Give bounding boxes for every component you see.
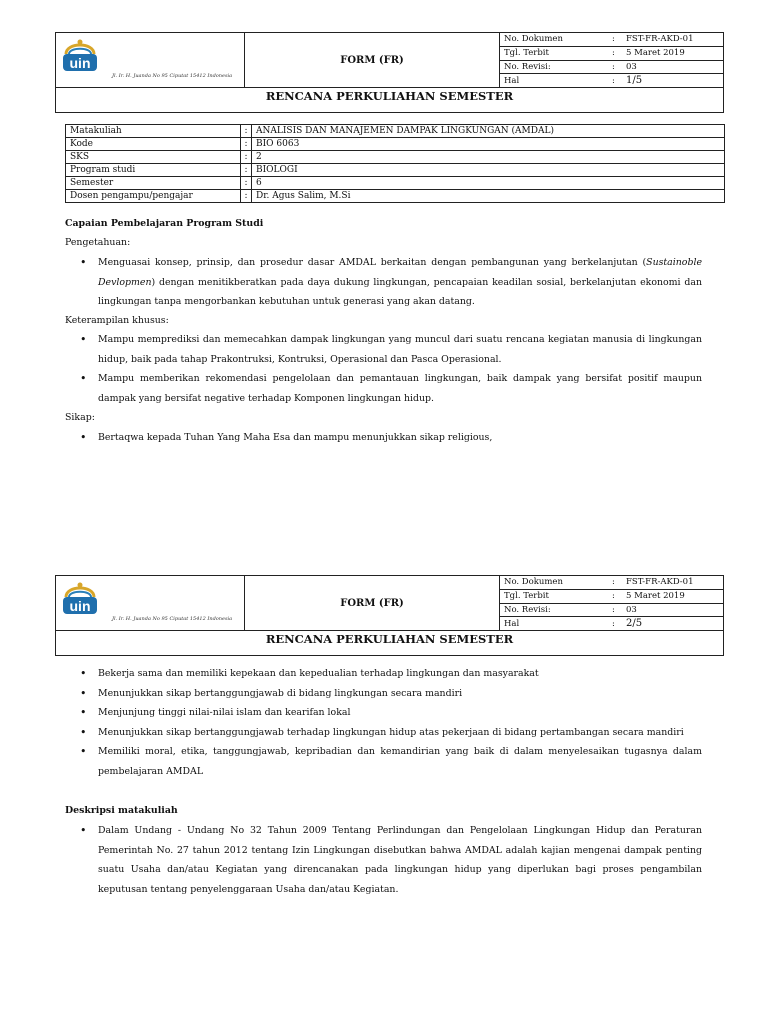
list-item: • Bertaqwa kepada Tuhan Yang Maha Esa dan mampu menunjukkan sikap religious, (65, 428, 702, 448)
meta-row-issue-date: Tgl. Terbit : 5 Maret 2019 (500, 590, 723, 604)
address: Jl. Ir. H. Juanda No 95 Ciputat 15412 Indonesia (112, 616, 233, 622)
keterampilan-label: Keterampilan khusus: (65, 315, 169, 326)
list-item: • Menjunjung tinggi nilai-nilai islam dan kearifan lokal (65, 703, 702, 723)
list-item: • Memiliki moral, etika, tanggungjawab, kepribadian dan kemandirian yang baik di dalam menyelesaikan tugasnya dalam pembelajaran AMDAL (65, 742, 702, 781)
list-item: • Menunjukkan sikap bertanggungjawab di bidang lingkungan secara mandiri (65, 684, 702, 704)
sikap-list-page-1 (65, 428, 702, 448)
list-item: • Mampu memprediksi dan memecahkan dampak lingkungan yang muncul dari suatu rencana kegiatan manusia di lingkungan hidup, baik pada tahap Prakontruksi, Kontruksi, Operasional dan Pasca Operasional. (65, 330, 702, 369)
list-item: • Mampu memberikan rekomendasi pengelolaan dan pemantauan lingkungan, baik dampak yang bersifat positif maupun dampak yang bersifat negative terhadap Komponen lingkungan hidup. (65, 369, 702, 408)
address: Jl. Ir. H. Juanda No 95 Ciputat 15412 Indonesia (112, 73, 233, 79)
meta-row-issue-date: Tgl. Terbit : 5 Maret 2019 (500, 47, 723, 61)
logo-text: uin (69, 598, 91, 614)
list-item: • Dalam Undang - Undang No 32 Tahun 2009 Tentang Perlindungan dan Pengelolaan Lingkungan Hidup dan Peraturan Pemerintah No. 27 tahun 2012 tentang Izin Lingkungan disebutkan bahwa AMDAL adalah kajian mengenai dampak penting suatu Usaha dan/atau Kegiatan yang direncanakan pada lingkungan hidup yang diperlukan bagi proses pengambilan keputusan tentang penyelenggaraan Usaha dan/atau Kegiatan. (65, 821, 702, 899)
logo-cell (56, 33, 245, 87)
form-label: FORM (FR) (245, 576, 500, 630)
table-row: Dosen pengampu/pengajar : Dr. Agus Salim, M.Si (66, 190, 725, 203)
pengetahuan-label: Pengetahuan: (65, 237, 131, 248)
meta-row-doc-number: No. Dokumen : FST-FR-AKD-01 (500, 33, 723, 47)
document-header-page-2 (55, 575, 724, 656)
document-header-page-1 (55, 32, 724, 113)
table-row: Program studi : BIOLOGI (66, 164, 725, 177)
cpl-heading: Capaian Pembelajaran Program Studi (65, 218, 264, 229)
pengetahuan-list (65, 253, 702, 312)
table-row: Matakuliah : ANALISIS DAN MANAJEMEN DAMPAK LINGKUNGAN (AMDAL) (66, 125, 725, 138)
list-item: • Menunjukkan sikap bertanggungjawab terhadap lingkungan hidup atas pekerjaan di bidang pertambangan secara mandiri (65, 723, 702, 743)
logo-cell (56, 576, 245, 630)
meta-row-page: Hal : 2/5 (504, 618, 643, 630)
table-row: Semester : 6 (66, 177, 725, 190)
sikap-label: Sikap: (65, 412, 95, 423)
document-meta (500, 576, 723, 630)
form-label: FORM (FR) (245, 33, 500, 87)
meta-row-revision: No. Revisi: : 03 (500, 61, 723, 75)
deskripsi-heading: Deskripsi matakuliah (65, 805, 178, 816)
document-title: RENCANA PERKULIAHAN SEMESTER (265, 89, 514, 103)
document-title: RENCANA PERKULIAHAN SEMESTER (265, 632, 514, 646)
course-info-table (65, 124, 725, 203)
deskripsi-list (65, 821, 702, 899)
table-row: SKS : 2 (66, 151, 725, 164)
keterampilan-list (65, 330, 702, 408)
document-meta (500, 33, 723, 87)
uin-logo-icon (60, 579, 100, 617)
uin-logo-icon (60, 36, 100, 74)
meta-row-revision: No. Revisi: : 03 (500, 604, 723, 618)
logo-text: uin (69, 55, 91, 71)
list-item: • Menguasai konsep, prinsip, dan prosedur dasar AMDAL berkaitan dengan pembangunan yang berkelanjutan (Sustainoble Devlopmen) dengan menitikberatkan pada daya dukung lingkungan, pencapaian keadilan sosial, berkelanjutan ekonomi dan lingkungan tanpa mengorbankan kebutuhan untuk generasi yang akan datang. (65, 253, 702, 312)
meta-row-doc-number: No. Dokumen : FST-FR-AKD-01 (500, 576, 723, 590)
list-item: • Bekerja sama dan memiliki kepekaan dan kepedualian terhadap lingkungan dan masyarakat (65, 664, 702, 684)
table-row: Kode : BIO 6063 (66, 138, 725, 151)
sikap-list-page-2 (65, 664, 702, 781)
meta-row-page: Hal : 1/5 (504, 75, 643, 87)
